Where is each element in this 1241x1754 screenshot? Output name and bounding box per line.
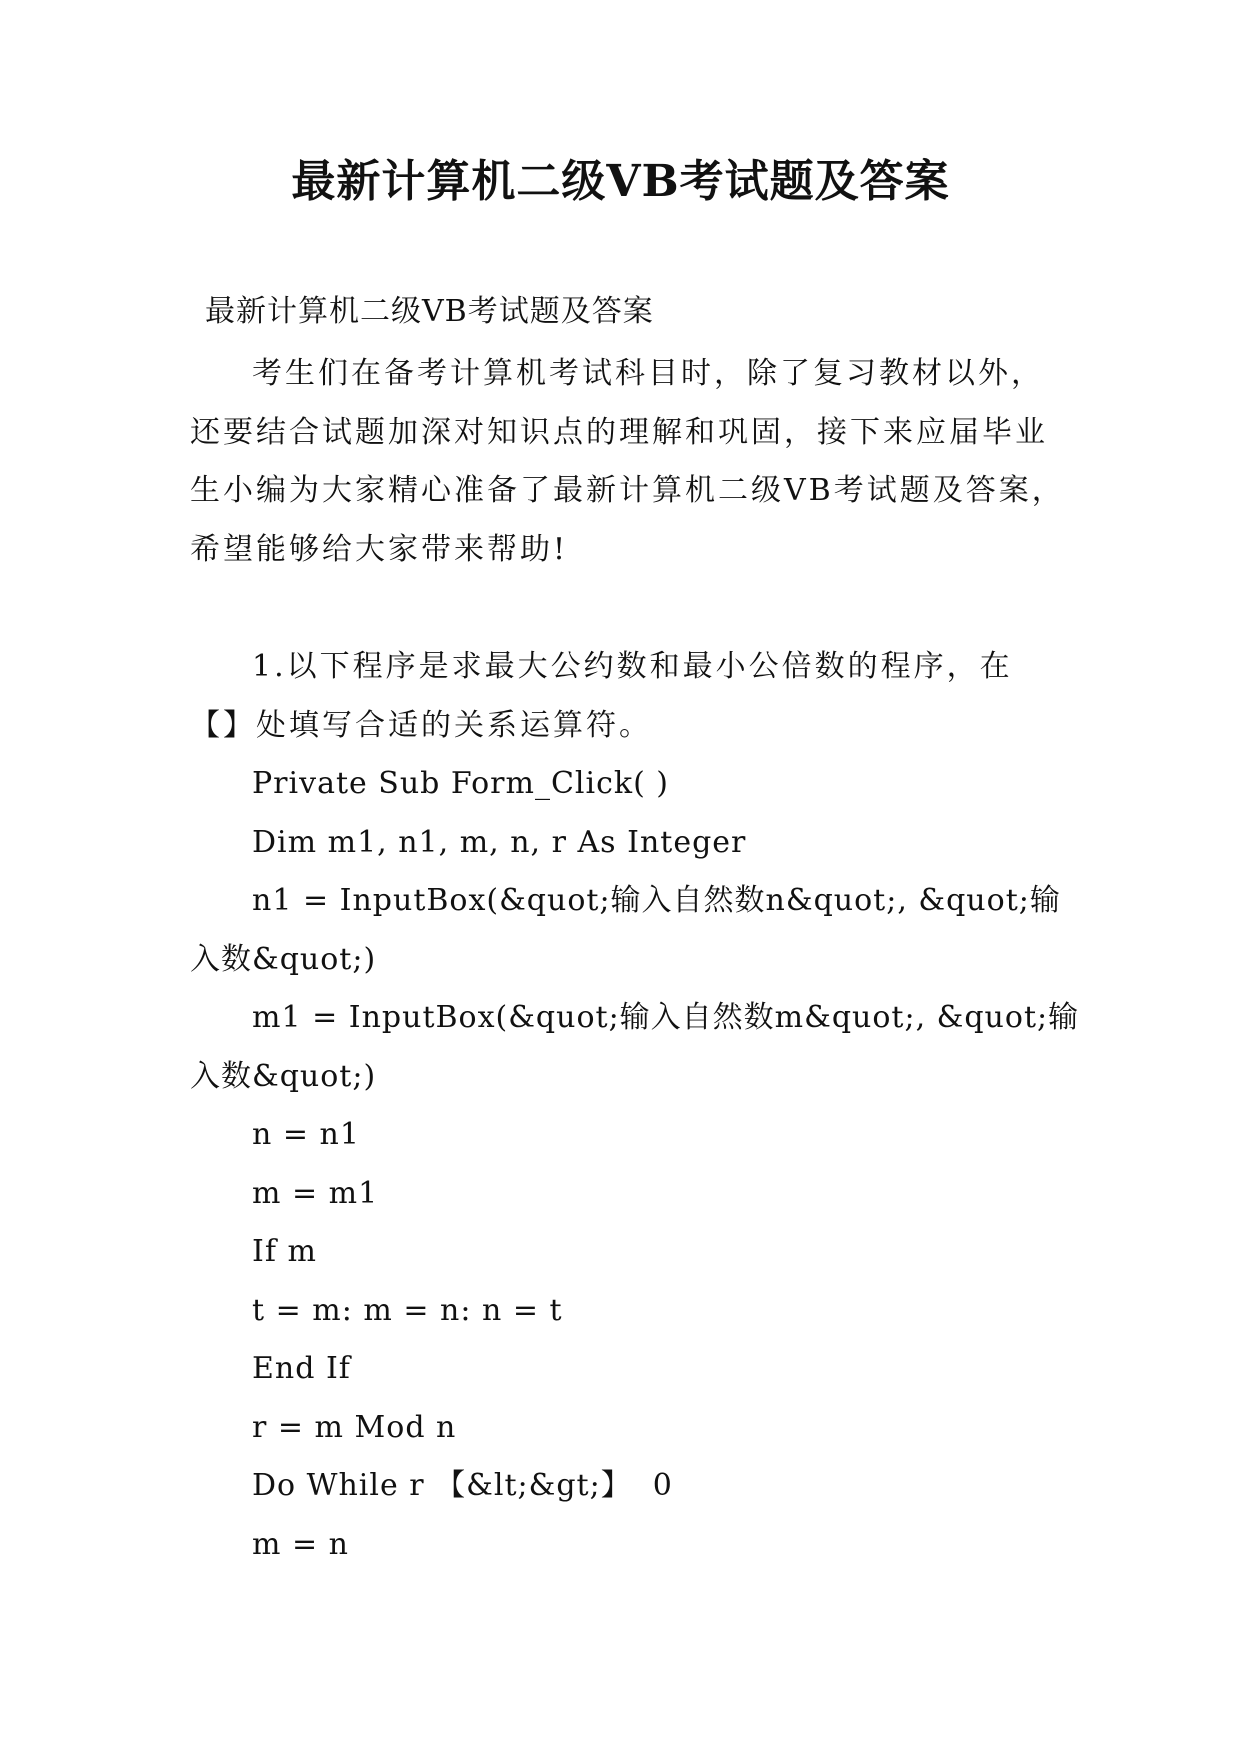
code-line: 入数&quot;) <box>190 1058 377 1094</box>
code-line: End If <box>252 1351 351 1386</box>
question-line: 1.以下程序是求最大公约数和最小公倍数的程序，在 <box>252 649 1013 684</box>
code-line: r = m Mod n <box>252 1409 457 1445</box>
intro-line: 还要结合试题加深对知识点的理解和巩固，接下来应届毕业 <box>190 414 1048 450</box>
code-line: Private Sub Form_Click( ) <box>252 766 670 801</box>
code-line: Do While r 【&lt;&gt;】 0 <box>252 1468 673 1503</box>
code-listing <box>190 755 1080 1574</box>
code-line: Dim m1, n1, m, n, r As Integer <box>252 824 747 860</box>
intro-line: 生小编为大家精心准备了最新计算机二级VB考试题及答案， <box>190 473 1065 508</box>
code-line: m = m1 <box>252 1175 379 1211</box>
question-1 <box>190 638 1080 755</box>
code-line: m1 = InputBox(&quot;输入自然数m&quot;, &quot;输 <box>252 1000 1080 1035</box>
code-line: m = n <box>252 1526 349 1562</box>
code-line: n1 = InputBox(&quot;输入自然数n&quot;, &quot;输 <box>252 883 1061 918</box>
document-subtitle: 最新计算机二级VB考试题及答案 <box>205 294 654 329</box>
code-line: t = m: m = n: n = t <box>252 1292 563 1328</box>
document-title: 最新计算机二级VB考试题及答案 <box>291 156 950 207</box>
intro-line: 考生们在备考计算机考试科目时，除了复习教材以外， <box>252 356 1044 391</box>
code-line: n = n1 <box>252 1117 360 1152</box>
code-line: 入数&quot;) <box>190 941 377 977</box>
intro-line: 希望能够给大家带来帮助! <box>190 531 569 567</box>
question-line: 【】处填写合适的关系运算符。 <box>190 707 652 743</box>
code-line: If m <box>252 1234 317 1269</box>
intro-paragraph <box>190 345 1080 579</box>
